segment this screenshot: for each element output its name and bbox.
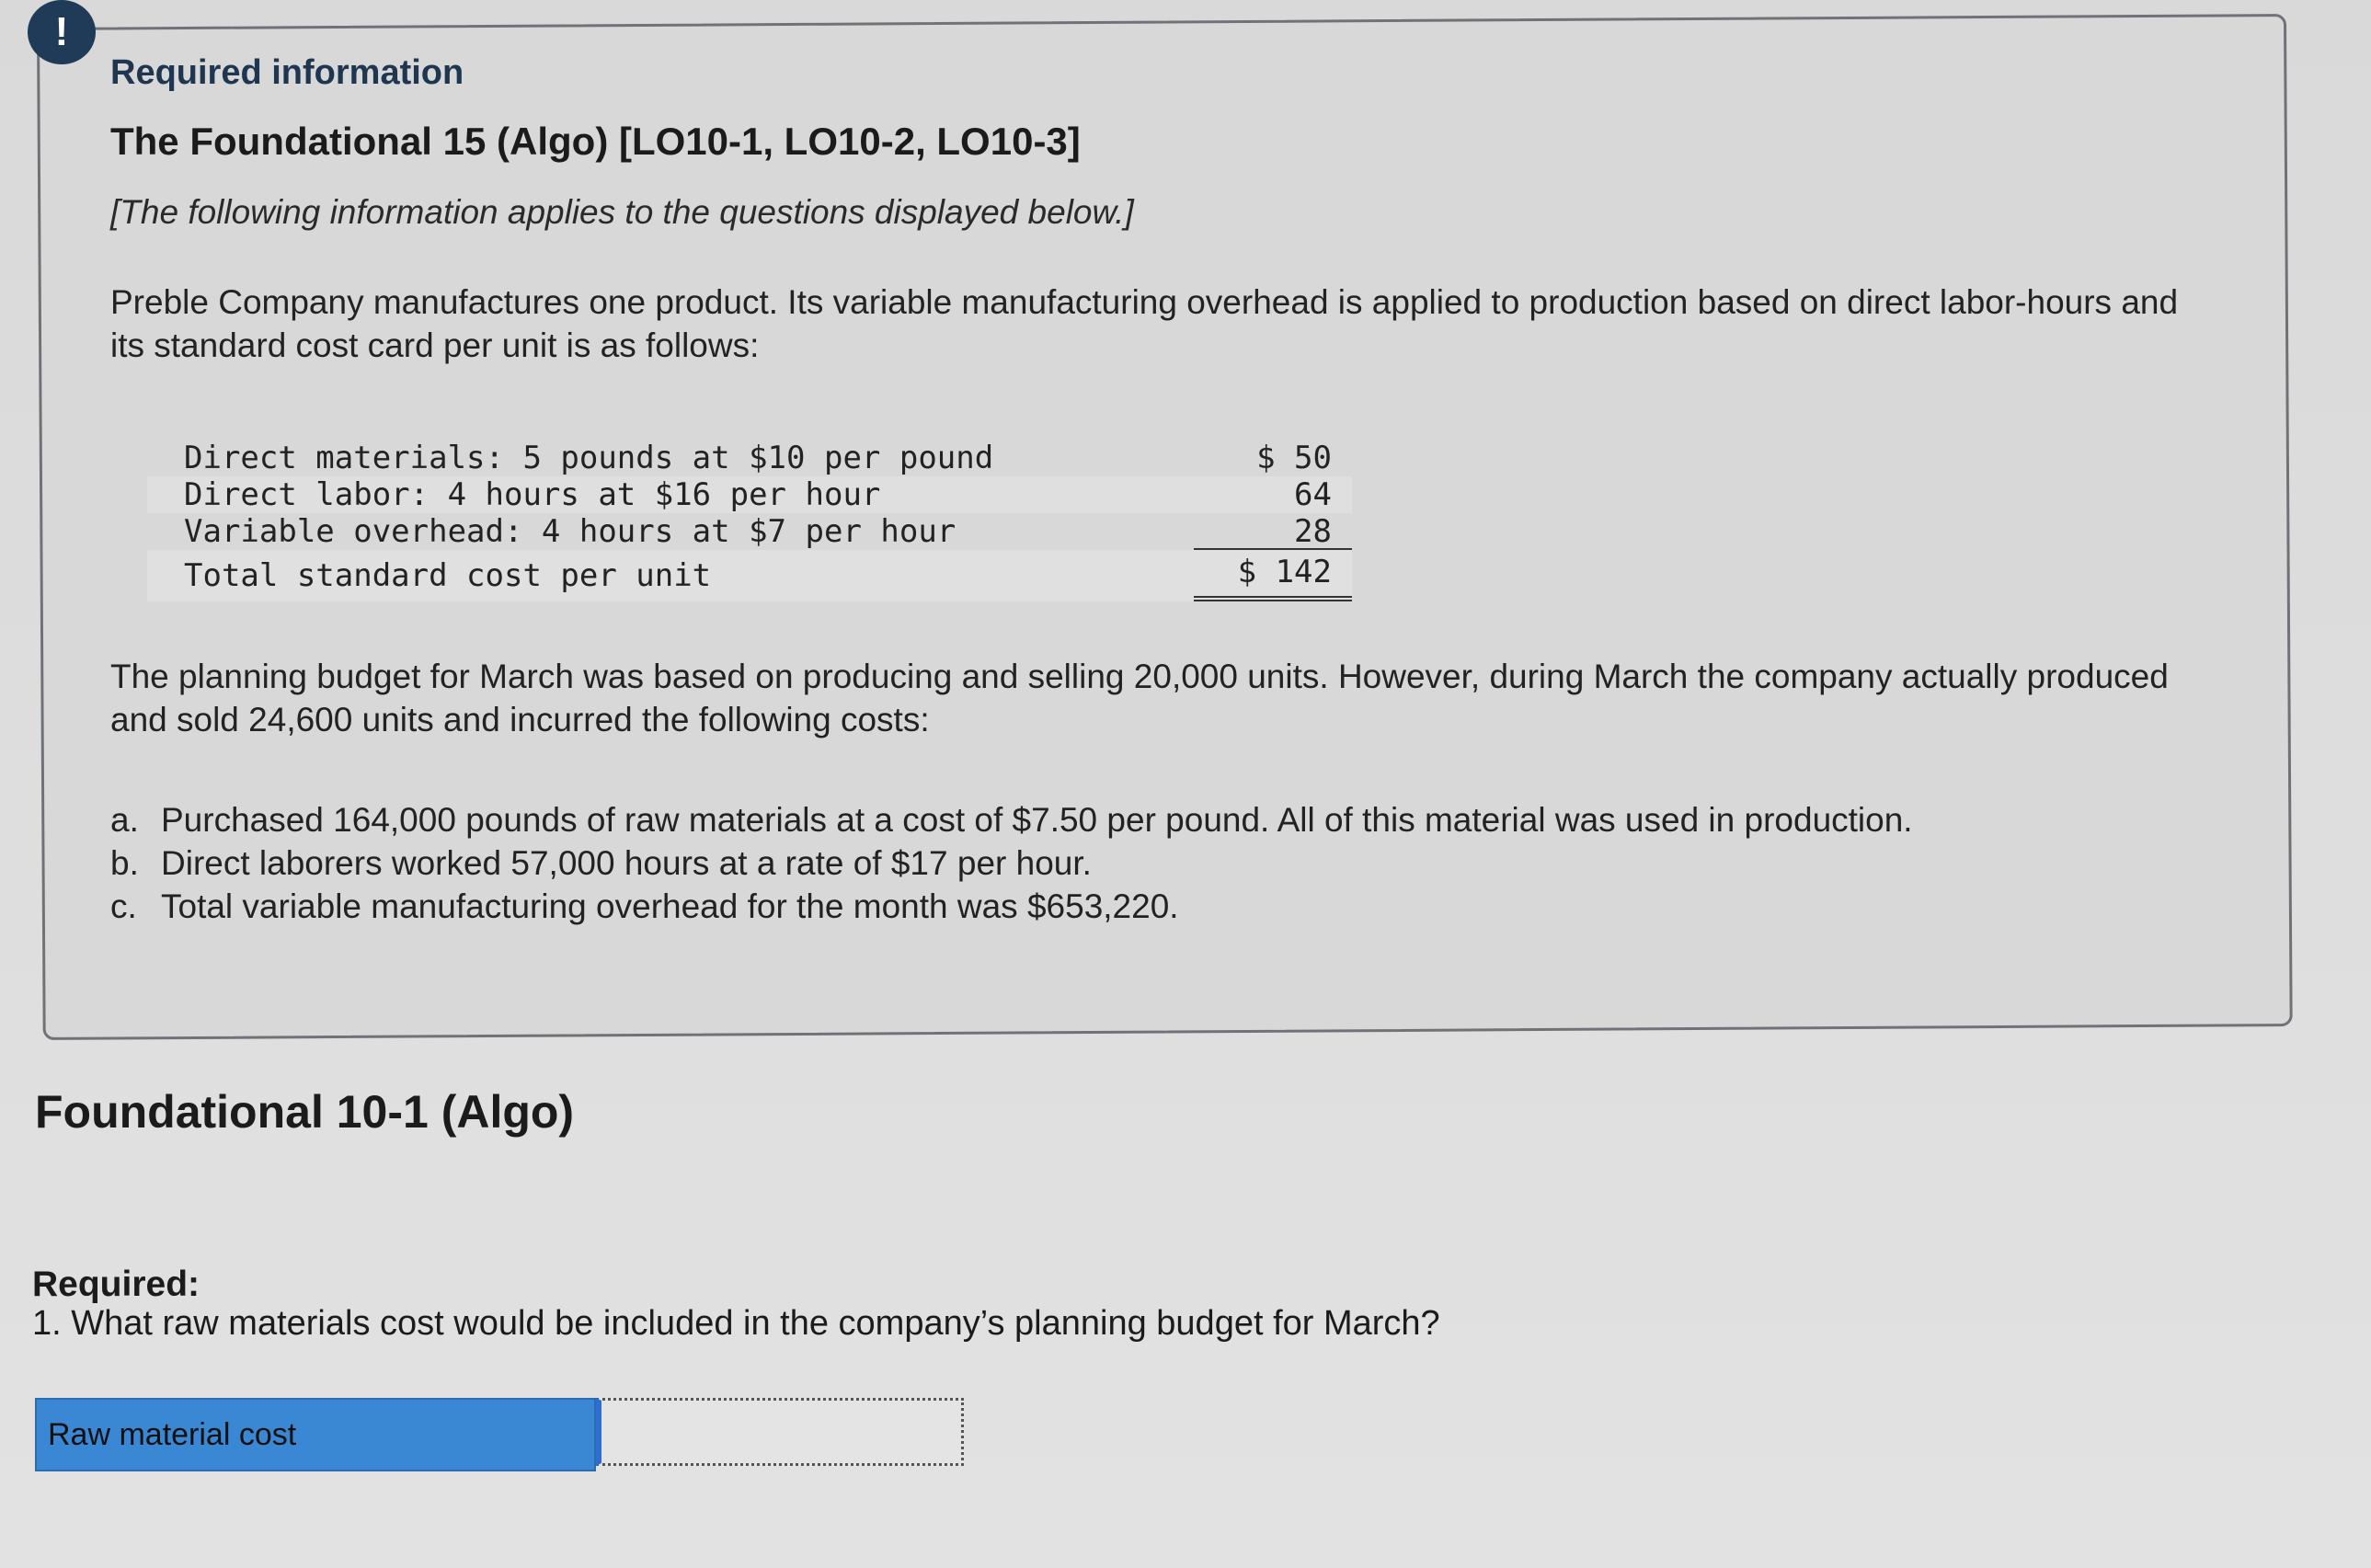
question-text: 1. What raw materials cost would be included in the company’s planning budget for March? xyxy=(32,1304,1440,1343)
problem-title: The Foundational 15 (Algo) [LO10-1, LO10-2, LO10-3] xyxy=(110,120,1081,163)
cost-total-label: Total standard cost per unit xyxy=(184,557,712,594)
alert-symbol: ! xyxy=(54,9,69,54)
required-label: Required: xyxy=(32,1265,200,1304)
actual-costs-list xyxy=(110,798,2226,928)
cost-row-label: Variable overhead: 4 hours at $7 per hour xyxy=(184,513,956,550)
cost-row xyxy=(147,513,1352,550)
cost-row-amount: $ 50 xyxy=(1256,440,1332,476)
list-marker: a. xyxy=(110,801,139,839)
cost-total-amount: $ 142 xyxy=(1194,550,1352,601)
list-text: Total variable manufacturing overhead for the month was $653,220. xyxy=(161,887,1179,925)
list-text: Direct laborers worked 57,000 hours at a rate of $17 per hour. xyxy=(161,844,1092,882)
planning-paragraph: The planning budget for March was based on producing and selling 20,000 units. However, during March the company actually produced and sold 24,600 units and incurred the following costs: xyxy=(110,658,2169,738)
cost-row xyxy=(147,440,1352,476)
alert-icon xyxy=(28,0,96,64)
list-marker: c. xyxy=(110,887,137,925)
standard-cost-card xyxy=(147,440,1352,601)
list-text: Purchased 164,000 pounds of raw materials at a cost of $7.50 per pound. All of this material was used in production. xyxy=(161,801,1913,839)
list-item xyxy=(110,885,2226,928)
cost-row-amount: 64 xyxy=(1294,476,1332,513)
cost-row-label: Direct materials: 5 pounds at $10 per pound xyxy=(184,440,994,476)
intro-paragraph: Preble Company manufactures one product. Its variable manufacturing overhead is applied to production based on direct labor-hours and its standard cost card per unit is as follows: xyxy=(110,283,2179,364)
question-title: Foundational 10-1 (Algo) xyxy=(35,1086,575,1138)
applies-note: [The following information applies to the questions displayed below.] xyxy=(110,193,1134,231)
list-item xyxy=(110,841,2226,885)
cost-row xyxy=(147,476,1352,513)
answer-row xyxy=(35,1398,964,1471)
list-marker: b. xyxy=(110,844,139,882)
raw-material-cost-input[interactable] xyxy=(596,1398,964,1466)
cost-row-label: Direct labor: 4 hours at $16 per hour xyxy=(184,476,881,513)
raw-material-cost-label: Raw material cost xyxy=(35,1398,596,1471)
list-item xyxy=(110,798,2226,841)
cost-row-amount: 28 xyxy=(1194,513,1352,550)
required-information-heading: Required information xyxy=(110,53,464,92)
cost-total-row xyxy=(147,550,1352,601)
